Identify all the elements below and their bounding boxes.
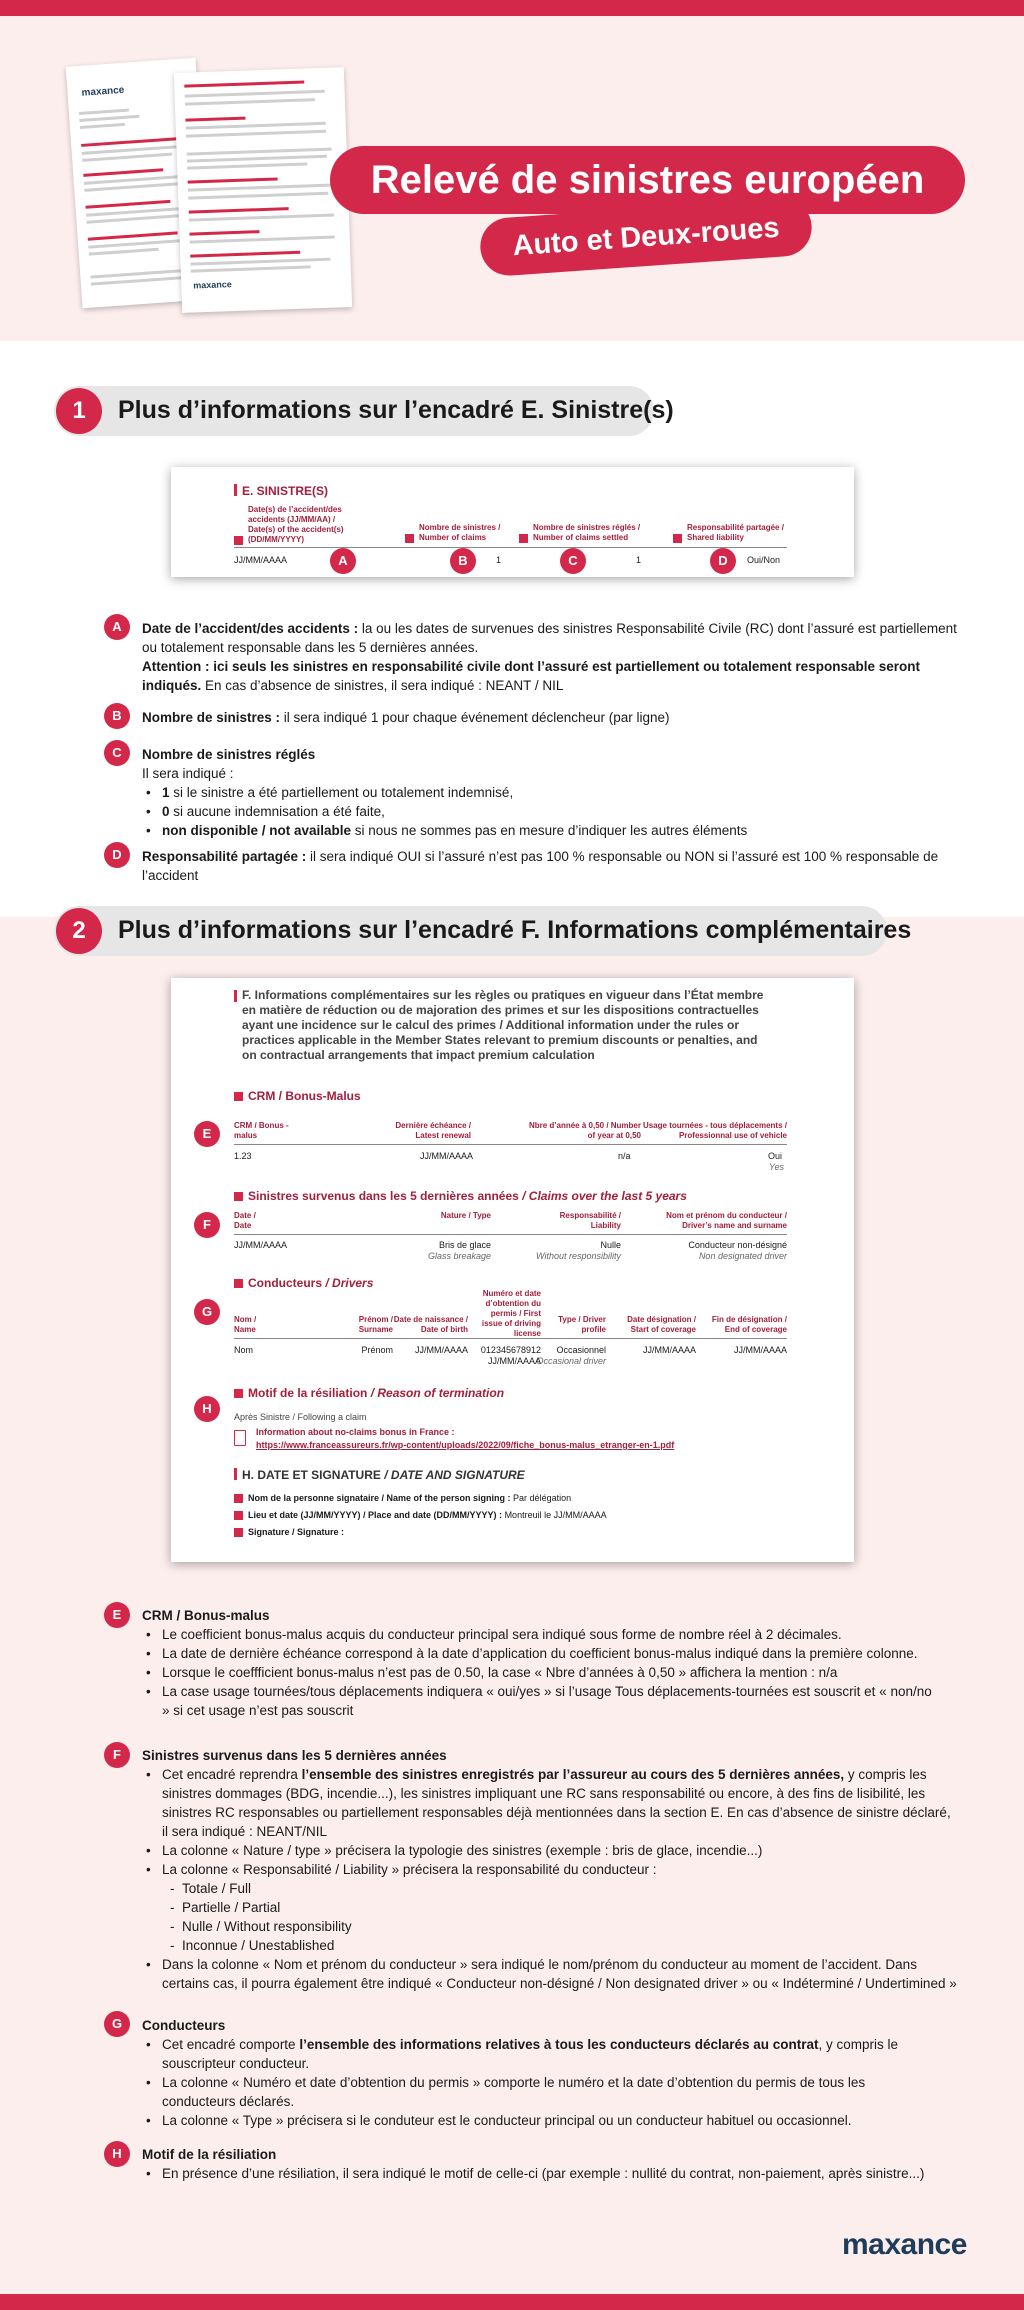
claims-date: JJ/MM/AAAA (234, 1240, 288, 1250)
column-claims-settled: Nombre de sinistres réglés / Number of claims settled (533, 523, 641, 542)
signature-heading: H. DATE ET SIGNATURE / DATE AND SIGNATURE (242, 1468, 525, 1482)
driver-type-en: Occasional driver (536, 1356, 606, 1366)
drivers-col-birth: Date de naissance / Date of birth (393, 1315, 468, 1334)
badge-d: D (710, 548, 736, 574)
crm-col-1: CRM / Bonus - malus (234, 1121, 289, 1140)
page-title: Relevé de sinistres européen (330, 146, 965, 214)
termination-heading: Motif de la résiliation / Reason of termination (234, 1386, 504, 1400)
claims-table-card (171, 467, 854, 577)
document-thumbnail-page-2 (174, 67, 352, 313)
claims-type: Bris de glace (438, 1240, 491, 1250)
details-e: CRM / Bonus-malus • Le coefficient bonus-malus acquis du conducteur principal sera indiqué sous forme de nombre réel à 2 décimales. • La date de dernière échéance correspond à la date d’application du coefficient bonus-malus indiqué dans la première colonne. • Lorsque le coeffficient bonus-malus n’est pas de 0.50, la case « Nbre d’années à 0,50 » affichera la mention : n/a • La case usage tournées/tous déplacements indiquera « oui/yes » si l’usage Tous déplacements-tournées est souscrit et « non/no » si cet usage n’est pas souscrit (142, 1606, 932, 1720)
claims-liability: Nulle (600, 1240, 621, 1250)
document-icon (234, 1430, 246, 1446)
termination-value: Après Sinistre / Following a claim (234, 1412, 367, 1422)
details-g: Conducteurs • Cet encadré comporte l’ensemble des informations relatives à tous les conducteurs déclarés au contrat, y compris le souscripteur conducteur. • La colonne « Numéro et date d’obtention du permis » comporte le numéro et la date d’obtention du permis de tous les conducteurs déclarés. • La colonne « Type » précisera si le conduteur est le conducteur principal ou un conducteur habituel ou occasionnel. (142, 2016, 932, 2130)
signature-line-2: Lieu et date (JJ/MM/YYYY) / Place and date (DD/MM/YYYY) : Montreuil le JJ/MM/AAAA (234, 1510, 607, 1520)
crm-col-3: Nbre d’année à 0,50 / Number of year at 0,50 (528, 1121, 641, 1140)
signature-line-3: Signature / Signature : (234, 1527, 344, 1537)
claims-table-heading: E. SINISTRE(S) (242, 484, 329, 498)
info-link[interactable]: https://www.franceassureurs.fr/wp-content/uploads/2022/09/fiche_bonus-malus_etranger-en-1.pdf (256, 1440, 675, 1450)
badge-c: C (104, 740, 130, 766)
thumbnail-logo: maxance (193, 279, 232, 291)
badge-a: A (330, 548, 356, 574)
drivers-heading: Conducteurs / Drivers (234, 1276, 373, 1290)
details-h: Motif de la résiliation • En présence d’une résiliation, il sera indiqué le motif de celle-ci (par exemple : nullité du contrat, non-paiement, après sinistre...) (142, 2145, 962, 2183)
bottom-accent-bar (0, 2294, 1024, 2310)
signature-line-1: Nom de la personne signataire / Name of the person signing : Par délégation (234, 1493, 571, 1503)
claims-col-liability: Responsabilité / Liability (559, 1211, 621, 1230)
section-2-title: Plus d’informations sur l’encadré F. Informations complémentaires (118, 916, 912, 944)
footer-logo: maxance (842, 2228, 967, 2261)
claims-col-type: Nature / Type (440, 1211, 491, 1220)
drivers-col-type: Type / Driver profile (558, 1315, 606, 1334)
badge-g: G (194, 1299, 220, 1325)
claims-col-driver: Nom et prénom du conducteur / Driver’s name and surname (666, 1211, 787, 1230)
field-number-17 (234, 536, 243, 545)
cell-shared: Oui/Non (747, 555, 781, 565)
card-intro: F. Informations complémentaires sur les règles ou pratiques en vigueur dans l’État membre en matière de réduction ou de majoration des primes et sur les dispositions contractuelles ayant une incidence sur le calcul des primes / Additional information under the rules or practices applicable in the Member States relevant to premium discounts or penalties, and on contractual arrangements that impact premium calculation (242, 988, 764, 1062)
crm-value: 1.23 (234, 1151, 252, 1161)
driver-end: JJ/MM/AAAA (733, 1345, 787, 1355)
crm-usage-en: Yes (769, 1162, 785, 1172)
explanation-a: Date de l’accident/des accidents : la ou les dates de survenues des sinistres Responsabilité Civile (RC) dont l’assuré est partiellement ou totalement responsable dans les 5 dernières années. Attention : ici seuls les sinistres en responsabilité civile dont l’assuré est partiellement ou totalement responsable seront indiqués. En cas d’absence de sinistres, il sera indiqué : NEANT / NIL (142, 621, 957, 693)
claims-driver-en: Non designated driver (698, 1251, 787, 1261)
badge-a: A (104, 614, 130, 640)
section-1-title: Plus d’informations sur l’encadré E. Sinistre(s) (118, 396, 674, 424)
badge-e: E (104, 1602, 130, 1628)
badge-f: F (194, 1212, 220, 1238)
badge-d: D (104, 842, 130, 868)
crm-heading: CRM / Bonus-Malus (234, 1089, 361, 1103)
section-2-number: 2 (56, 908, 102, 954)
driver-name: Nom (234, 1345, 254, 1355)
cell-settled: 1 (636, 555, 642, 565)
driver-license-date: JJ/MM/AAAA (487, 1356, 541, 1366)
drivers-col-start: Date désignation / Start of coverage (627, 1315, 696, 1334)
driver-start: JJ/MM/AAAA (642, 1345, 696, 1355)
crm-col-4: Usage tournées - tous déplacements / Professionnal use of vehicle (642, 1121, 787, 1140)
badge-h: H (104, 2141, 130, 2167)
explanation-b: Nombre de sinistres : il sera indiqué 1 pour chaque événement déclencheur (par ligne) (142, 710, 670, 725)
crm-years: n/a (618, 1151, 631, 1161)
additional-info-card (171, 978, 854, 1562)
details-f: Sinistres survenus dans les 5 dernières années • Cet encadré reprendra l’ensemble des sinistres enregistrés par l’assureur au cours des 5 dernières années, y compris les sinistres dommages (BDG, incendie...), les sinistres impliquant une RC sans responsabilité ou encore, à des fins de lisibilité, les sinistres RC responsables ou partiellement responsables déjà mentionnées dans la section E. En cas d’absence de sinistre déclaré, il sera indiqué : NEANT/NIL • La colonne « Nature / type » précisera la typologie des sinistres (exemple : bris de glace, incendie...) • La colonne « Responsabilité / Liability » précisera la responsabilité du conducteur : - Totale / Full - Partielle / Partial - Nulle / Without responsibility - Inconnue / Unestablished • Dans la colonne « Nom et prénom du conducteur » sera indiqué le nom/prénom du conducteur au moment de l’accident. Dans certains cas, il pourra également être indiqué « Conducteur non-désigné / Non designated driver » ou « Indéterminé / Undertimined » (142, 1746, 957, 1993)
drivers-col-end: Fin de désignation / End of coverage (711, 1315, 787, 1334)
badge-e: E (194, 1121, 220, 1147)
driver-type: Occasionnel (556, 1345, 606, 1355)
driver-birth: JJ/MM/AAAA (414, 1345, 468, 1355)
top-accent-bar (0, 0, 1024, 16)
claims-col-date: Date / Date (234, 1211, 256, 1230)
badge-f: F (104, 1742, 130, 1768)
cell-date: JJ/MM/AAAA (234, 555, 288, 565)
driver-surname: Prénom (361, 1345, 393, 1355)
column-date: Date(s) de l’accident/des accidents (JJ/MM/AA) / Date(s) of the accident(s) (DD/MM/YYYY) (248, 505, 344, 544)
page-subtitle: Auto et Deux-roues (478, 196, 813, 277)
crm-usage: Oui (768, 1151, 783, 1161)
badge-c: C (560, 548, 586, 574)
badge-b: B (450, 548, 476, 574)
crm-renewal: JJ/MM/AAAA (420, 1151, 474, 1161)
claims-driver: Conducteur non-désigné (688, 1240, 787, 1250)
driver-license: 012345678912 (480, 1345, 541, 1355)
claims-type-en: Glass breakage (427, 1251, 491, 1261)
badge-h: H (194, 1396, 220, 1422)
info-title: Information about no-claims bonus in France : (256, 1427, 455, 1437)
drivers-col-name: Nom / Name (234, 1315, 257, 1334)
thumbnail-logo: maxance (81, 84, 125, 99)
column-number-claims: Nombre de sinistres / Number of claims (419, 523, 501, 542)
column-shared-liability: Responsabilité partagée / Shared liability (687, 523, 784, 542)
badge-b: B (104, 703, 130, 729)
crm-col-2: Dernière échéance / Latest renewal (395, 1121, 471, 1140)
explanation-d: Responsabilité partagée : il sera indiqué OUI si l’assuré n’est pas 100 % responsable ou NON si l’assuré est 100 % responsable de l’accident (142, 849, 939, 883)
badge-g: G (104, 2011, 130, 2037)
drivers-col-license: Numéro et date d’obtention du permis / First issue of driving license (481, 1289, 541, 1338)
explanation-c: Nombre de sinistres réglés Il sera indiqué : • 1 si le sinistre a été partiellement ou totalement indemnisé, • 0 si aucune indemnisation a été faite, • non disponible / not available si nous ne sommes pas en mesure d’indiquer les autres éléments (142, 745, 962, 840)
cell-claims: 1 (496, 555, 502, 565)
claims-liability-en: Without responsibility (536, 1251, 621, 1261)
claims-heading: Sinistres survenus dans les 5 dernières années / Claims over the last 5 years (234, 1189, 687, 1203)
drivers-col-surname: Prénom / Surname (358, 1315, 393, 1334)
section-1-number: 1 (56, 388, 102, 434)
